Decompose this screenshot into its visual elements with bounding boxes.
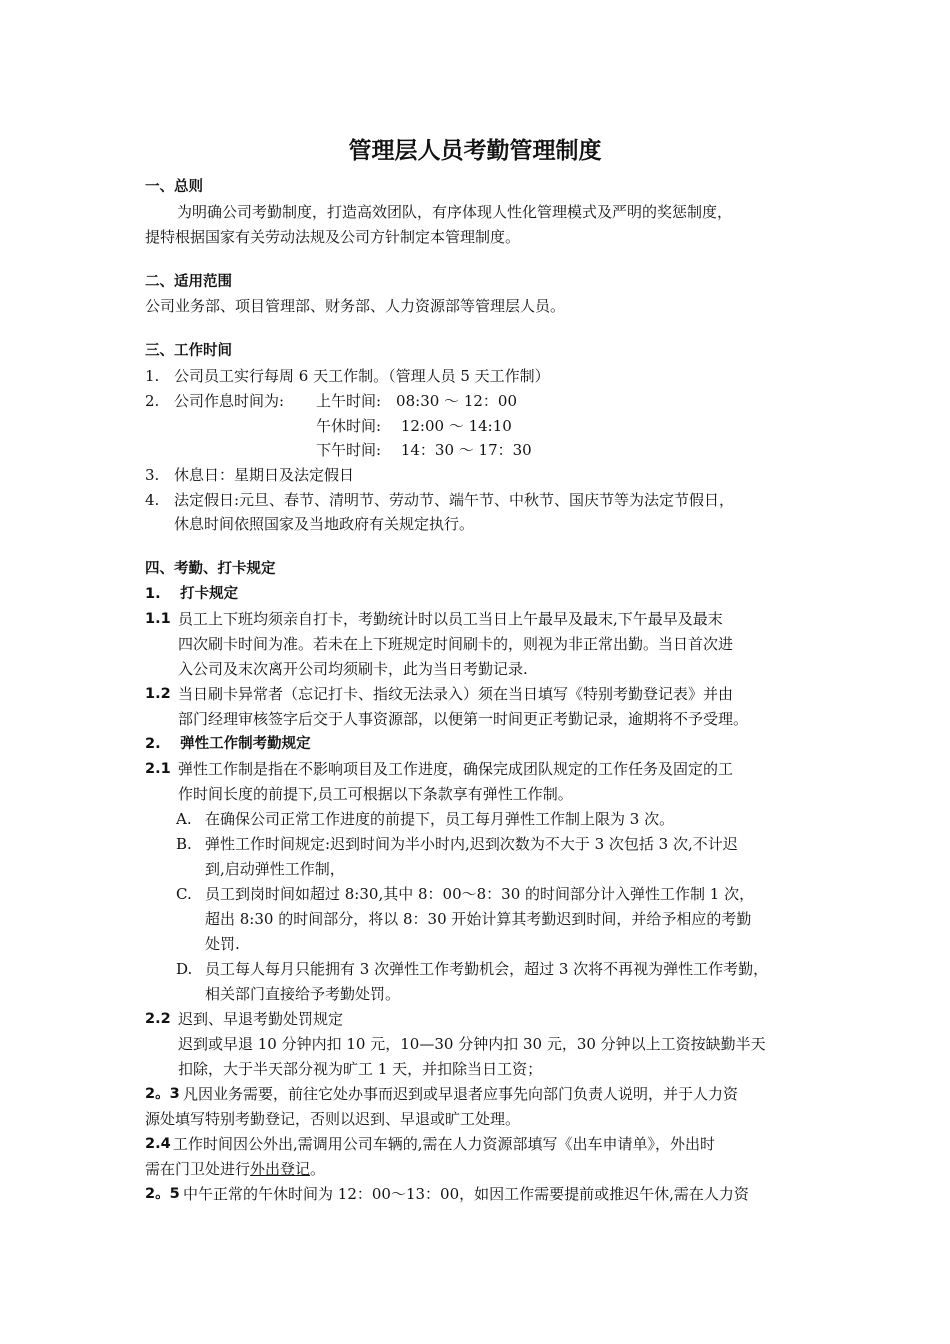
list-item-continued: 休息时间依照国家及当地政府有关规定执行。 — [174, 515, 475, 533]
rule-text: 弹性工作制是指在不影响项目及工作进度，确保完成团队规定的工作任务及固定的工 — [178, 760, 734, 778]
sub-item-text: 相关部门直接给予考勤处罚。 — [205, 985, 401, 1003]
rule-text: 迟到或早退 10 分钟内扣 10 元，10—30 分钟内扣 30 元，30 分钟以上工资按缺勤半天 — [178, 1035, 766, 1053]
sub-item-text: 处罚. — [205, 935, 240, 953]
subheading-clock-in: 1. 打卡规定 — [145, 586, 239, 602]
rule-text: 部门经理审核签字后交于人事资源部，以便第一时间更正考勤记录，逾期将不予受理。 — [178, 710, 749, 728]
list-number: 4. — [145, 491, 160, 509]
list-item: 休息日：星期日及法定假日 — [174, 466, 355, 484]
rule-text: 中午正常的午休时间为 12：00～13：00，如因工作需要提前或推迟午休,需在人力资 — [183, 1185, 749, 1203]
subheading-flexible-work: 2. 弹性工作制考勤规定 — [145, 736, 311, 752]
rule-text: 作时间长度的前提下,员工可根据以下条款享有弹性工作制。 — [178, 785, 573, 803]
rule-text: 工作时间因公外出,需调用公司车辆的,需在人力资源部填写《出车申请单》，外出时 — [173, 1135, 716, 1153]
rule-text-part: 。 — [310, 1160, 326, 1178]
schedule-noon: 午休时间: 12:00 ～ 14:10 — [316, 417, 512, 435]
rule-number: 2。3 — [145, 1086, 180, 1102]
rule-number: 2.4 — [145, 1136, 171, 1152]
rule-text: 扣除，大于半天部分视为旷工 1 天，并扣除当日工资； — [178, 1060, 543, 1078]
schedule-afternoon: 下午时间: 14：30 ～ 17：30 — [316, 441, 532, 459]
rule-number: 2.2 — [145, 1011, 171, 1027]
list-number: 2. — [145, 392, 160, 410]
rule-text: 四次刷卡时间为准。若未在上下班规定时间刷卡的，则视为非正常出勤。当日首次进 — [178, 635, 734, 653]
sub-item-letter: A. — [176, 810, 192, 828]
list-item: 法定假日:元旦、春节、清明节、劳动节、端午节、中秋节、国庆节等为法定节假日， — [174, 491, 735, 509]
rule-text-part: 需在门卫处进行 — [145, 1160, 251, 1178]
rule-number: 1.1 — [145, 611, 171, 627]
rule-text: 入公司及末次离开公司均须刷卡，此为当日考勤记录. — [178, 660, 528, 678]
rule-number: 2.1 — [145, 761, 171, 777]
paragraph-line: 提特根据国家有关劳动法规及公司方针制定本管理制度。 — [145, 228, 521, 246]
list-number: 3. — [145, 466, 160, 484]
paragraph-line: 为明确公司考勤制度，打造高效团队，有序体现人性化管理模式及严明的奖惩制度， — [177, 203, 733, 221]
rule-text: 员工上下班均须亲自打卡，考勤统计时以员工当日上午最早及最末,下午最早及最末 — [178, 610, 723, 628]
sub-item-text: 员工到岗时间如超过 8:30,其中 8：00～8：30 的时间部分计入弹性工作制 1 次， — [205, 885, 755, 903]
rule-number: 2。5 — [145, 1186, 180, 1202]
list-item: 公司员工实行每周 6 天工作制。（管理人员 5 天工作制） — [174, 367, 550, 385]
sub-item-letter: B. — [176, 835, 192, 853]
sub-item-text: 超出 8:30 的时间部分，将以 8：30 开始计算其考勤迟到时间，并给予相应的考勤 — [205, 910, 752, 928]
sub-item-text: 员工每人每月只能拥有 3 次弹性工作考勤机会，超过 3 次将不再视为弹性工作考勤， — [205, 960, 769, 978]
section-heading-general: 一、总则 — [145, 179, 203, 195]
rule-text: 当日刷卡异常者（忘记打卡、指纹无法录入）须在当日填写《特别考勤登记表》并由 — [178, 685, 734, 703]
rule-text: 源处填写特别考勤登记，否则以迟到、早退或旷工处理。 — [145, 1110, 521, 1128]
list-number: 1. — [145, 367, 160, 385]
exit-registration-text: 外出登记 — [250, 1160, 311, 1178]
schedule-morning: 上午时间: 08:30 ～ 12：00 — [316, 392, 517, 410]
sub-item-text: 弹性工作时间规定:迟到时间为半小时内,迟到次数为不大于 3 次包括 3 次,不计迟 — [205, 835, 738, 853]
rule-number: 1.2 — [145, 686, 171, 702]
document-title: 管理层人员考勤管理制度 — [348, 138, 602, 164]
section-heading-work-hours: 三、工作时间 — [145, 343, 232, 359]
sub-item-text: 到,启动弹性工作制， — [205, 860, 345, 878]
paragraph-line: 公司业务部、项目管理部、财务部、人力资源部等管理层人员。 — [145, 297, 566, 315]
sub-item-letter: D. — [176, 960, 193, 978]
section-heading-scope: 二、适用范围 — [145, 274, 232, 290]
rule-text: 迟到、早退考勤处罚规定 — [178, 1010, 344, 1028]
sub-item-letter: C. — [176, 885, 192, 903]
schedule-label: 公司作息时间为: — [174, 392, 285, 410]
rule-text: 凡因业务需要，前往它处办事而迟到或早退者应事先向部门负责人说明，并于人力资 — [183, 1085, 739, 1103]
section-heading-attendance: 四、考勤、打卡规定 — [145, 561, 276, 577]
rule-text — [145, 1159, 325, 1179]
sub-item-text: 在确保公司正常工作进度的前提下，员工每月弹性工作制上限为 3 次。 — [205, 810, 675, 828]
